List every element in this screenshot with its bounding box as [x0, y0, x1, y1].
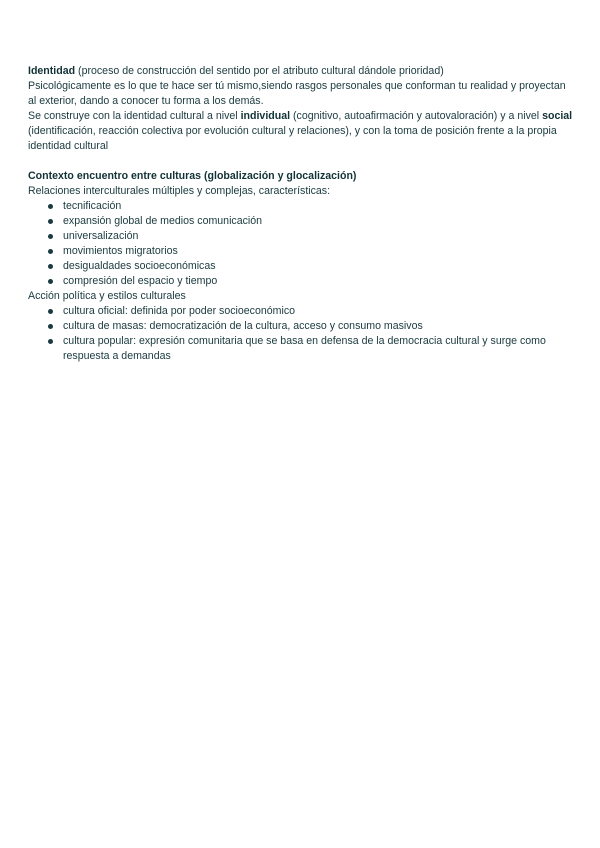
section-spacer	[28, 154, 574, 169]
identidad-psychological: Psicológicamente es lo que te hace ser tú mismo,siendo rasgos personales que conforman tu realidad y proyectan al exterior, dando a conocer tu forma a los demás.	[28, 80, 566, 107]
construction-social: social	[542, 110, 573, 122]
list-item: expansión global de medios comunicación	[28, 214, 574, 229]
caracteristicas-list	[28, 199, 574, 289]
identidad-heading: Identidad	[28, 65, 76, 77]
identidad-heading-note: (proceso de construcción del sentido por el atributo cultural dándole prioridad)	[75, 65, 444, 77]
construction-individual: individual	[240, 110, 291, 122]
relaciones-intro: Relaciones interculturales múltiples y complejas, características:	[28, 185, 331, 197]
list-item: cultura de masas: democratización de la cultura, acceso y consumo masivos	[28, 319, 574, 334]
construction-text-e: (identificación, reacción colectiva por evolución cultural y relaciones), y con la toma de posición frente a la propia identidad cultural	[28, 125, 557, 152]
construction-text-a: Se construye con la identidad cultural a nivel	[28, 110, 241, 122]
list-item: universalización	[28, 229, 574, 244]
identidad-construction	[28, 109, 574, 154]
accion-intro: Acción política y estilos culturales	[28, 290, 186, 302]
list-item: desigualdades socioeconómicas	[28, 259, 574, 274]
list-item: movimientos migratorios	[28, 244, 574, 259]
list-item: cultura popular: expresión comunitaria que se basa en defensa de la democracia cultural y surge como respuesta a demandas	[28, 334, 574, 364]
list-item: tecnificación	[28, 199, 574, 214]
identidad-heading-line	[28, 64, 574, 79]
list-item: cultura oficial: definida por poder socioeconómico	[28, 304, 574, 319]
list-item: compresión del espacio y tiempo	[28, 274, 574, 289]
estilos-list	[28, 304, 574, 364]
document-page	[28, 64, 574, 364]
contexto-heading	[28, 169, 574, 184]
contexto-heading-text: Contexto encuentro entre culturas (globalización y glocalización)	[28, 170, 357, 182]
construction-text-c: (cognitivo, autoafirmación y autovaloración) y a nivel	[290, 110, 543, 122]
